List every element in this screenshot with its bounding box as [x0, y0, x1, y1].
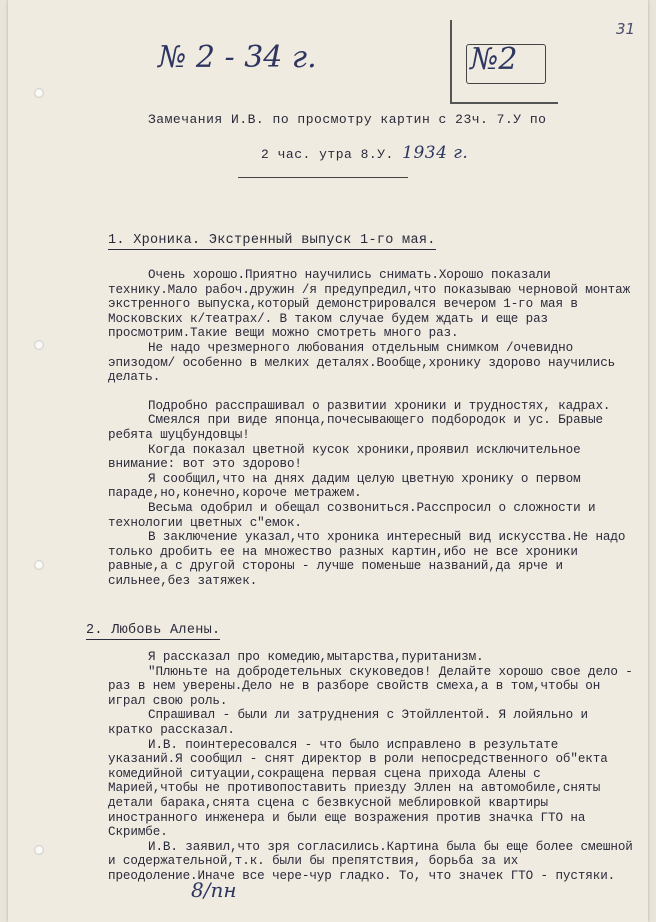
- paragraph: Я рассказал про комедию,мытарства,пуританизм.: [148, 650, 484, 664]
- stamp-label: №2: [470, 42, 518, 77]
- paragraph: Весьма одобрил и обещал созвониться.Расспросил о сложности и технологии цветных с"емок.: [108, 500, 596, 530]
- page-number: 31: [616, 20, 636, 38]
- subtitle-year-handwritten: 1934 г.: [402, 143, 469, 163]
- paragraph: Смеялся при виде японца,почесывающего подбородок и ус. Бравые ребята шуцбундовцы!: [108, 413, 603, 442]
- paragraph: Подробно расспрашивал о развитии хроники и трудностях, кадрах.: [148, 398, 611, 413]
- punch-hole: [34, 88, 44, 98]
- paragraph: В заключение указал,что хроника интересный вид искусства.Не надо только дробить ее на множество разных картин,ибо не все хроники равные,а с другой стороны - лучше поменьше названий,да ярче и сильнее,без затяжек.: [108, 530, 626, 588]
- paragraph: "Плюньте на добродетельных скуковедов! Делайте хорошо свое дело - раз в нем уверены.Дело не в разборе свойств смеха,а в том,чтобы он играл свою роль.: [108, 664, 633, 708]
- document-title: Замечания И.В. по просмотру картин с 23ч. 7.У по: [148, 112, 547, 127]
- document-page: [8, 0, 648, 922]
- paragraph: Спрашивал - были ли затруднения с Этойллентой. Я лойяльно и кратко рассказал.: [108, 708, 588, 737]
- subtitle-prefix: 2 час. утра 8.У.: [261, 147, 394, 162]
- title-divider: [238, 177, 408, 178]
- punch-hole: [34, 845, 44, 855]
- section-body: [108, 268, 633, 588]
- section-heading: 1. Хроника. Экстренный выпуск 1-го мая.: [108, 233, 436, 248]
- punch-hole: [34, 560, 44, 570]
- paragraph: Не надо чрезмерного любования отдельным снимком /очевидно эпизодом/ особенно в мелких деталях.Вообще,хронику здорово научились делать.: [108, 340, 616, 385]
- paragraph: Когда показал цветной кусок хроники,проявил исключительное внимание: вот это здорово!: [108, 442, 581, 472]
- handwritten-initials: 8/пн: [191, 878, 237, 902]
- punch-hole: [34, 340, 44, 350]
- paragraph: Очень хорошо.Приятно научились снимать.Хорошо показали технику.Мало рабоч.дружин /я предупредил,что показываю черновой монтаж экстренного выпуска,который демонстрировался вечером 1-го мая в Московских к/театрах/. В таком случае будем ждать и еще раз просмотрим.Такие вещи можно смотреть много раз.: [108, 268, 631, 341]
- section-body: [108, 650, 633, 884]
- paragraph: Я сообщил,что на днях дадим целую цветную хронику о первом параде,но,конечно,короче метражем.: [108, 471, 581, 501]
- document-subtitle: [261, 143, 468, 163]
- paragraph: И.В. поинтересовался - что было исправлено в результате указаний.Я сообщил - снят директор в роли непосредственного об"екта комедийной ситуации,сокращена первая сцена прихода Алены с Марией,чтобы не противопоставить приезду Эллен на автомобиле,сняты детали барака,снята сцена с безвкусной меблировкой квартиры иностранного инженера и были еще возражения против значка ГТО на Скримбе.: [108, 737, 608, 840]
- archive-number-handwritten: № 2 - 34 г.: [158, 40, 317, 75]
- paragraph: И.В. заявил,что зря согласились.Картина была бы еще более смешной и содержательной,т.к. были бы препятствия, борьба за их преодоление.Иначе все чере-чур гладко. То, что значек ГТО - пустяки.: [108, 839, 633, 883]
- section-heading: 2. Любовь Алены.: [86, 623, 221, 638]
